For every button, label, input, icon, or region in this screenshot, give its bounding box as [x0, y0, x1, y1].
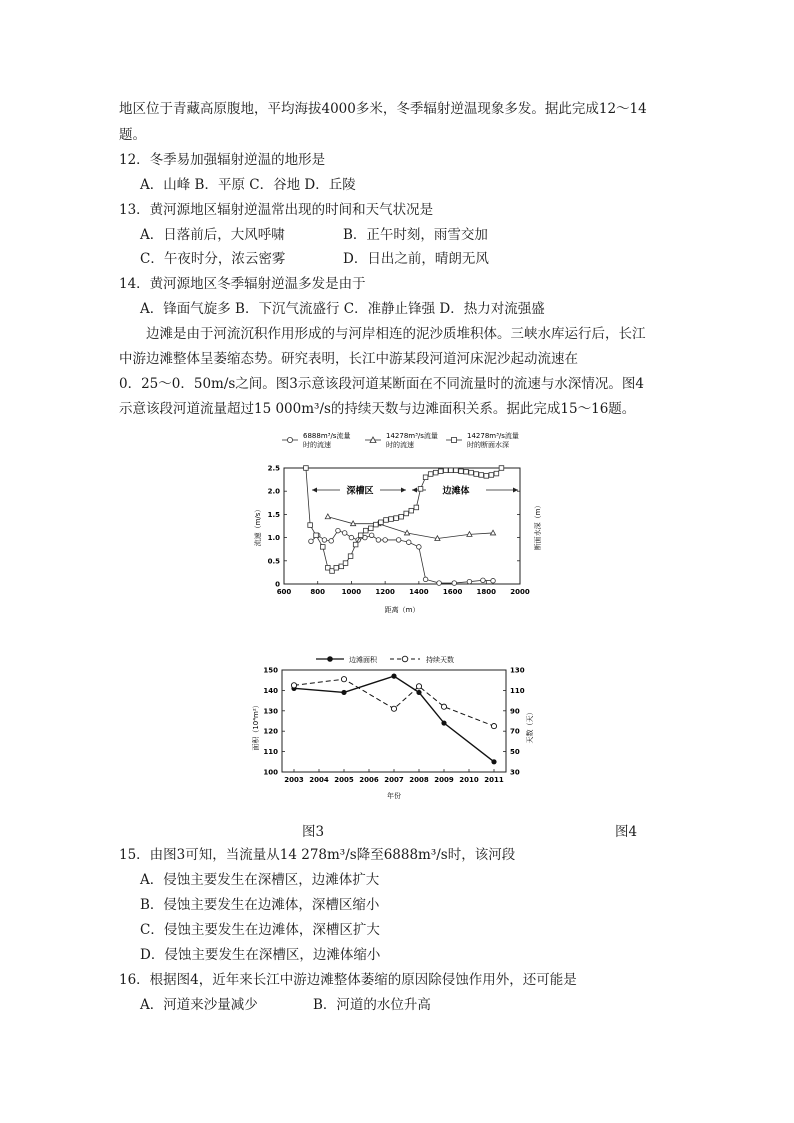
y-tick-label: 0 [275, 580, 280, 589]
data-point-triangle [490, 530, 495, 535]
fig4-legend-area: 边滩面积 [349, 656, 377, 664]
y-tick-label: 2.0 [267, 487, 280, 496]
q15-option-d: D．侵蚀主要发生在深槽区，边滩体缩小 [140, 947, 381, 963]
fig4-plot-frame [282, 670, 506, 772]
figure-3-caption: 图3 [302, 824, 325, 840]
legend-3-line1: 14278m³/s流量 [467, 432, 519, 440]
y2-tick-label: 30 [510, 768, 520, 777]
q16-stem: 16．根据图4，近年来长江中游边滩整体萎缩的原因除侵蚀作用外，还可能是 [119, 972, 577, 988]
data-point-square [374, 522, 379, 527]
data-point-square [348, 554, 353, 559]
legend-3-line2: 时的断面水深 [467, 441, 509, 449]
data-point-circle [423, 577, 428, 582]
y-tick-label: 0.5 [267, 557, 280, 566]
data-point-square [499, 466, 504, 471]
data-point-square [433, 470, 438, 475]
legend-2-line1: 14278m³/s流量 [386, 432, 438, 440]
y-tick-label: 1.5 [267, 510, 280, 519]
days-data-point [341, 677, 346, 682]
fig4-y-axis-title: 面积（10⁴m²） [252, 701, 260, 751]
zone-bar-body-label: 边滩体 [442, 486, 470, 497]
q14-stem: 14．黄河源地区冬季辐射逆温多发是由于 [119, 276, 366, 292]
data-point-circle [376, 538, 381, 543]
area-data-point [416, 690, 421, 695]
q16-option-b: B．河道的水位升高 [313, 997, 431, 1013]
x-tick-label: 600 [276, 588, 292, 596]
days-data-point [441, 704, 446, 709]
zone-deep-channel-label: 深槽区 [346, 486, 374, 497]
area-series-line [294, 676, 494, 762]
data-point-circle [406, 540, 411, 545]
data-point-square [418, 487, 423, 492]
y2-tick-label: 130 [510, 666, 525, 675]
data-point-circle [369, 533, 374, 538]
q15-option-a: A．侵蚀主要发生在深槽区，边滩体扩大 [140, 872, 380, 888]
q12-stem: 12．冬季易加强辐射逆温的地形是 [119, 152, 326, 168]
area-data-point [491, 759, 496, 764]
fig3-zone-annotations [312, 485, 518, 497]
intro-line-2: 题。 [119, 127, 146, 143]
data-point-square [304, 466, 309, 471]
data-point-square [414, 505, 419, 510]
data-point-square [343, 561, 348, 566]
q12-options: A．山峰 B．平原 C．谷地 D．丘陵 [140, 177, 356, 193]
data-point-square [449, 468, 454, 473]
q15-stem: 15．由图3可知，当流量从14 278m³/s降至6888m³/s时，该河段 [119, 847, 516, 863]
passage-line-2: 中游边滩整体呈萎缩态势。研究表明，长江中游某段河道河床泥沙起动流速在 [119, 351, 578, 367]
legend-1-line1: 6888m³/s流量 [303, 432, 351, 440]
legend-circle-marker [287, 437, 292, 442]
data-point-square [314, 533, 319, 538]
y-tick-label: 130 [263, 707, 278, 716]
x-tick-label: 1800 [476, 588, 497, 596]
data-point-circle [452, 581, 457, 586]
legend-filled-circle [327, 656, 333, 662]
q13-option-c: C．午夜时分，浓云密雾 [140, 251, 286, 267]
x-tick-label: 1400 [409, 588, 429, 596]
x-tick-label: 1000 [341, 588, 362, 596]
data-point-square [353, 542, 358, 547]
y-tick-label: 120 [263, 727, 278, 736]
y-tick-label: 1.0 [267, 534, 280, 543]
data-point-square [464, 469, 469, 474]
figure-3-chart [240, 428, 560, 620]
fig3-y-axis-title: 流速（m/s） [254, 505, 262, 547]
x-tick-label: 2011 [484, 776, 504, 784]
data-point-square [384, 518, 389, 523]
x-tick-label: 2000 [510, 588, 530, 596]
x-tick-label: 2004 [309, 776, 329, 784]
x-tick-label: 2005 [334, 776, 354, 784]
area-data-point [341, 690, 346, 695]
data-point-square [369, 526, 374, 531]
data-point-square [444, 468, 449, 473]
days-data-point [416, 684, 421, 689]
fig4-x-axis-title: 年份 [387, 792, 401, 800]
legend-square-marker [452, 438, 457, 443]
data-point-square [358, 533, 363, 538]
y2-tick-label: 110 [510, 686, 525, 695]
q13-option-d: D．日出之前，晴朗无风 [343, 251, 489, 267]
passage-line-4: 示意该段河道流量超过15 000m³/s的持续天数与边滩面积关系。据此完成15～16题。 [119, 401, 636, 417]
data-point-square [363, 528, 368, 533]
fig4-y2-axis-title: 天数（天） [526, 708, 534, 744]
area-data-point [441, 720, 446, 725]
legend-open-circle [402, 656, 408, 662]
data-point-square [334, 565, 339, 570]
data-point-triangle [325, 514, 330, 519]
x-tick-label: 1600 [442, 588, 463, 596]
data-point-square [459, 469, 464, 474]
data-point-square [320, 545, 325, 550]
q16-option-a: A．河道来沙量减少 [140, 997, 258, 1013]
y-tick-label: 2.5 [267, 464, 280, 473]
data-point-square [399, 514, 404, 519]
x-tick-label: 1200 [375, 588, 395, 596]
data-point-square [454, 468, 459, 473]
data-point-square [428, 472, 433, 477]
data-point-circle [417, 545, 422, 550]
y2-tick-label: 70 [510, 727, 520, 736]
area-data-point [391, 674, 396, 679]
q13-option-a: A．日落前后，大风呼啸 [140, 227, 285, 243]
fig3-legend [282, 431, 519, 449]
q13-option-b: B．正午时刻，雨雪交加 [343, 227, 488, 243]
series-line [306, 468, 502, 571]
data-point-circle [329, 539, 334, 544]
data-point-square [479, 473, 484, 478]
data-point-square [308, 523, 313, 528]
figure-4-chart [248, 650, 538, 800]
q15-option-b: B．侵蚀主要发生在边滩体，深槽区缩小 [140, 897, 380, 913]
data-point-square [423, 475, 428, 480]
q14-options: A．锋面气旋多 B．下沉气流盛行 C．准静止锋强 D．热力对流强盛 [140, 301, 545, 317]
data-point-square [484, 474, 489, 479]
fig3-x-axis-title: 距离（m） [384, 606, 420, 614]
days-data-point [291, 683, 296, 688]
data-point-square [389, 517, 394, 522]
q15-option-c: C．侵蚀主要发生在边滩体，深槽区扩大 [140, 922, 380, 938]
y-tick-label: 100 [263, 768, 278, 777]
intro-line-1: 地区位于青藏高原腹地，平均海拔4000多米，冬季辐射逆温现象多发。据此完成12～14 [119, 101, 647, 117]
x-tick-label: 2007 [384, 776, 404, 784]
data-point-circle [349, 535, 354, 540]
data-point-circle [396, 538, 401, 543]
x-tick-label: 800 [310, 588, 326, 596]
days-series-line [294, 679, 494, 726]
fig4-legend [316, 655, 454, 664]
fig3-plot-frame [284, 468, 520, 584]
data-point-square [404, 511, 409, 516]
data-point-circle [342, 531, 347, 536]
x-tick-label: 2008 [409, 776, 429, 784]
y-tick-label: 140 [263, 686, 278, 695]
data-point-square [394, 516, 399, 521]
data-point-square [489, 473, 494, 478]
data-point-circle [383, 538, 388, 543]
y2-tick-label: 90 [510, 707, 520, 716]
figure-4-caption: 图4 [615, 824, 638, 840]
data-point-circle [309, 539, 314, 544]
fig4-legend-days: 持续天数 [426, 656, 454, 664]
data-point-circle [322, 538, 327, 543]
data-point-circle [491, 578, 496, 583]
days-data-point [391, 706, 396, 711]
data-point-circle [481, 578, 486, 583]
data-point-square [409, 508, 414, 513]
days-data-point [491, 724, 496, 729]
x-tick-label: 2009 [434, 776, 454, 784]
data-point-square [474, 472, 479, 477]
legend-2-line2: 时的流速 [386, 441, 414, 449]
y-tick-label: 110 [263, 748, 278, 757]
data-point-square [438, 469, 443, 474]
series-line [311, 531, 493, 583]
x-tick-label: 2003 [284, 776, 304, 784]
data-point-circle [467, 579, 472, 584]
x-tick-label: 2010 [459, 776, 479, 784]
q13-stem: 13．黄河源地区辐射逆温常出现的时间和天气状况是 [119, 202, 434, 218]
legend-1-line2: 时的流速 [303, 441, 331, 449]
data-point-square [494, 471, 499, 476]
data-point-circle [336, 528, 341, 533]
data-point-circle [437, 581, 442, 586]
fig3-y2-axis-title: 断面水深（m） [534, 501, 542, 551]
data-point-square [469, 470, 474, 475]
y-tick-label: 150 [263, 666, 278, 675]
data-point-square [379, 520, 384, 525]
y2-tick-label: 50 [510, 748, 520, 757]
passage-line-1: 边滩是由于河流沉积作用形成的与河岸相连的泥沙质堆积体。三峡水库运行后，长江 [146, 326, 646, 342]
x-tick-label: 2006 [359, 776, 379, 784]
passage-line-3: 0．25～0．50m/s之间。图3示意该段河道某断面在不同流量时的流速与水深情况。图4 [119, 376, 644, 392]
